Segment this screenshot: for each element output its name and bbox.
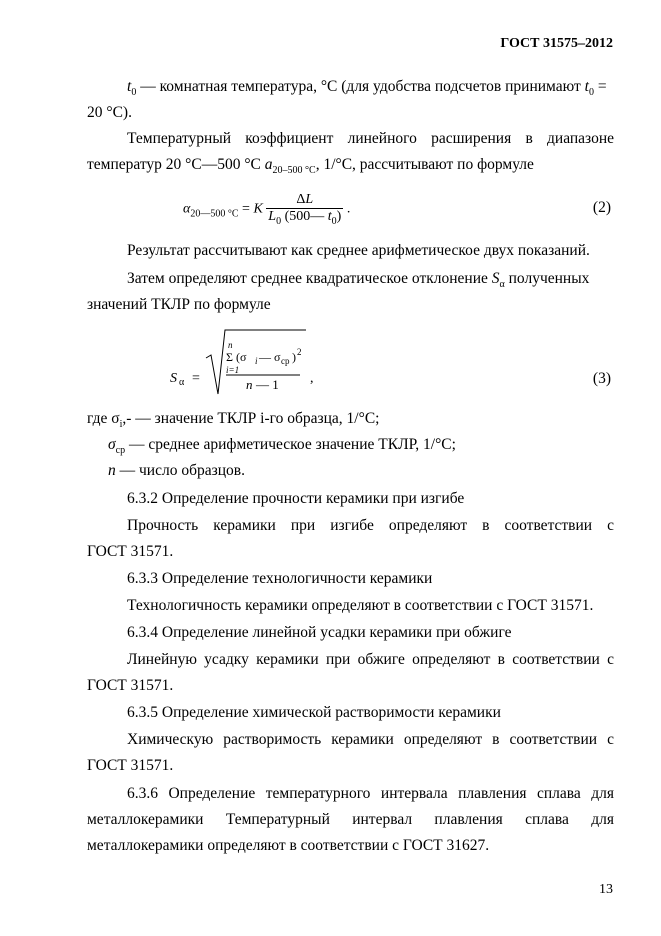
formula-2-number: (2) [592, 199, 611, 216]
para-room-temp: $t_0$ — комнатная температура, °C (для удобства подсчетов принимают $t_0$ = [127, 78, 607, 99]
section-6-3-4-text-cont: ГОСТ 31571. [87, 677, 174, 694]
section-6-3-6-line2: металлокерамики Температурный интервал плавления сплава для [87, 811, 614, 828]
section-6-3-2-title: 6.3.2 Определение прочности керамики при изгибе [127, 490, 465, 507]
formula-3-number: (3) [592, 370, 611, 387]
page-number: 13 [599, 882, 613, 897]
formula-2: $\alpha_{20—500 ^\circ C} = K$ $\frac{\Delta L}{L_0 (500— t_0)}$ . [183, 192, 351, 227]
svg-text:): ) [292, 350, 296, 364]
section-6-3-5-title: 6.3.5 Определение химической растворимости керамики [127, 704, 501, 721]
svg-text:α: α [179, 377, 185, 388]
where-n: n — число образцов. [108, 462, 245, 479]
where-sigma-i: где $\sigma_i,-$ — значение ТКЛР i-го образца, 1/°C; [87, 410, 380, 431]
section-6-3-4-text: Линейную усадку керамики при обжиге определяют в соответствии с [127, 651, 614, 668]
section-6-3-5-text-cont: ГОСТ 31571. [87, 757, 174, 774]
section-6-3-3-text: Технологичность керамики определяют в соответствии с ГОСТ 31571. [127, 597, 594, 614]
svg-text:i=1: i=1 [226, 365, 240, 375]
svg-text:S: S [170, 371, 177, 386]
where-sigma-cp: $\sigma_{ср}$ — среднее арифметическое значение ТКЛР, 1/°C; [108, 436, 456, 457]
section-6-3-6-line1: 6.3.6 Определение температурного интервала плавления сплава для [127, 785, 614, 802]
svg-text:2: 2 [297, 347, 302, 357]
page-header: ГОСТ 31575–2012 [500, 36, 613, 51]
svg-text:i: i [255, 356, 258, 366]
svg-text:n: n [228, 340, 233, 350]
section-6-3-5-text: Химическую растворимость керамики определяют в соответствии с [127, 731, 614, 748]
svg-text:— 1: — 1 [256, 377, 279, 392]
para-result: Результат рассчитывают как среднее арифметическое двух показаний. [127, 242, 590, 259]
section-6-3-2-text-cont: ГОСТ 31571. [87, 543, 174, 560]
para-coef-a: Температурный коэффициент линейного расширения в диапазоне [127, 130, 614, 147]
svg-text:,: , [310, 371, 314, 386]
section-6-3-6-line3: металлокерамики определяют в соответствии с ГОСТ 31627. [87, 837, 490, 854]
svg-text:ср: ср [281, 356, 290, 366]
section-6-3-2-text: Прочность керамики при изгибе определяют в соответствии с [127, 517, 614, 534]
para-room-temp-cont: 20 °C). [87, 104, 132, 121]
svg-text:n: n [246, 377, 253, 392]
svg-text:— σ: — σ [259, 350, 281, 364]
para-std-b: значений ТКЛР по формуле [87, 296, 271, 313]
para-coef-b: температур 20 °C—500 °C $a_{20-500 ^\circ C}$, 1/°C, рассчитывают по формуле [87, 156, 534, 177]
svg-text:Σ (σ: Σ (σ [226, 350, 247, 364]
svg-text:=: = [192, 371, 200, 386]
section-6-3-4-title: 6.3.4 Определение линейной усадки керамики при обжиге [127, 624, 512, 641]
section-6-3-3-title: 6.3.3 Определение технологичности керамики [127, 570, 433, 587]
para-std-a: Затем определяют среднее квадратическое отклонение $S_\alpha$ полученных [127, 270, 590, 291]
formula-3 [170, 328, 320, 398]
